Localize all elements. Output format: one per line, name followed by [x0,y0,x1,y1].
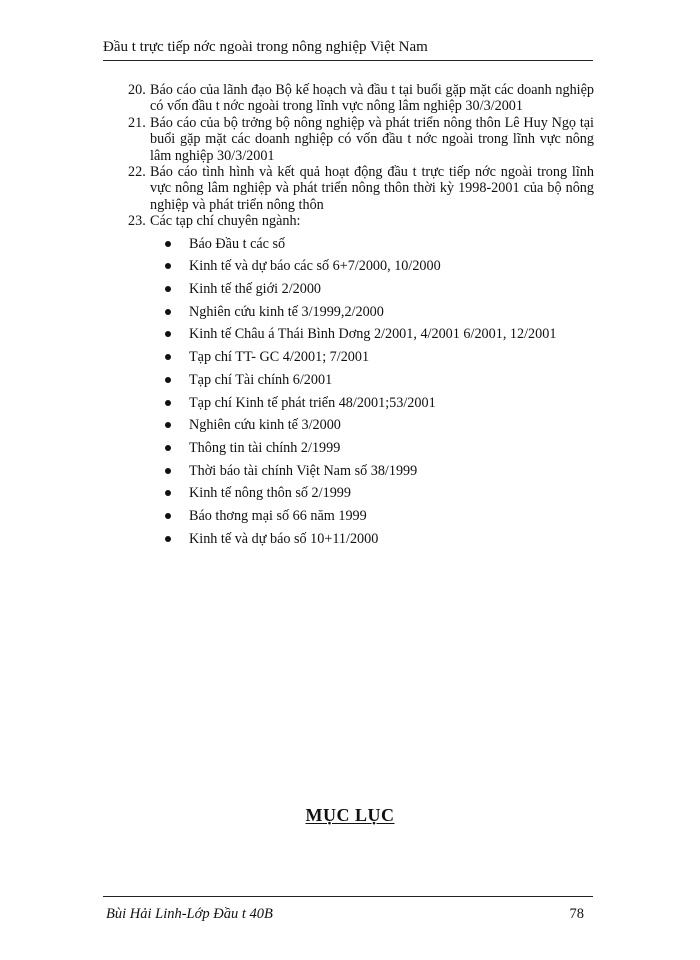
journal-text: Tạp chí Kinh tế phát triển 48/2001;53/2001 [189,394,436,411]
journal-item [189,349,594,365]
bullet-icon [165,286,171,292]
journal-item [189,531,594,547]
journal-text: Tạp chí Tài chính 6/2001 [189,371,333,388]
journal-text: Thời báo tài chính Việt Nam số 38/1999 [189,462,418,479]
journal-text: Thông tin tài chính 2/1999 [189,439,341,456]
journal-item [189,281,594,297]
bullet-icon [165,354,171,360]
reference-number: 23. [128,213,146,230]
reference-number: 20. [128,82,146,98]
journal-item [189,395,594,411]
bullet-icon [165,241,171,247]
reference-item [128,164,594,213]
journal-item [189,236,594,252]
bullet-icon [165,490,171,496]
bullet-icon [165,468,171,474]
journal-text: Tạp chí TT- GC 4/2001; 7/2001 [189,349,370,366]
journal-item [189,463,594,479]
reference-text: Các tạp chí chuyên ngành: [150,213,301,230]
journal-text: Báo thơng mại số 66 năm 1999 [189,508,367,525]
reference-list [128,82,594,554]
footer-author: Bùi Hải Linh-Lớp Đầu t 40B [106,906,273,922]
reference-number: 21. [128,114,146,131]
reference-number: 22. [128,164,146,181]
reference-text: Báo cáo của bộ trởng bộ nông nghiệp và phát triển nông thôn Lê Huy Ngọ tại buổi gặp mặt các doanh nghiệp có vốn đầu t nớc ngoài trong lĩnh vực nông lâm nghiệp 30/3/2001 [150,114,594,164]
journal-item [189,440,594,456]
reference-text: Báo cáo của lãnh đạo Bộ kế hoạch và đầu t tại buổi gặp mặt các doanh nghiệp có vốn đầu t nớc ngoài trong lĩnh vực nông lâm nghiệp 30/3/2001 [150,82,594,115]
bullet-icon [165,263,171,269]
bullet-icon [165,377,171,383]
table-of-contents-title: MỤC LỤC [305,805,395,825]
journal-text: Nghiên cứu kinh tế 3/1999,2/2000 [189,303,384,320]
reference-item [128,115,594,164]
journal-item [189,372,594,388]
journal-text: Kinh tế và dự báo các số 6+7/2000, 10/2000 [189,258,441,275]
page-header [103,38,593,61]
journal-list [128,236,594,547]
reference-text: Báo cáo tình hình và kết quả hoạt động đầu t trực tiếp nớc ngoài trong lĩnh vực nông lâm nghiệp và phát triển nông thôn thời kỳ 1998-2001 của bộ nông nghiệp và phát triển nông thôn [150,164,594,213]
bullet-icon [165,445,171,451]
header-title: Đầu t trực tiếp nớc ngoài trong nông nghiệp Việt Nam [103,39,428,55]
journal-item [189,417,594,433]
page-number: 78 [569,906,584,922]
journal-text: Báo Đầu t các số [189,235,286,252]
journal-item [189,326,594,342]
journal-text: Kinh tế nông thôn số 2/1999 [189,485,351,502]
journal-item [189,485,594,501]
bullet-icon [165,331,171,337]
bullet-icon [165,513,171,519]
journal-text: Kinh tế thế giới 2/2000 [189,281,322,298]
journal-text: Kinh tế Châu á Thái Bình Dơng 2/2001, 4/2001 6/2001, 12/2001 [189,326,557,343]
bullet-icon [165,400,171,406]
journal-item [189,304,594,320]
journal-text: Kinh tế và dự báo số 10+11/2000 [189,530,379,547]
journal-item [189,258,594,274]
reference-item [128,82,594,115]
journal-item [189,508,594,524]
reference-item [128,213,594,229]
journal-text: Nghiên cứu kinh tế 3/2000 [189,417,341,434]
bullet-icon [165,536,171,542]
bullet-icon [165,309,171,315]
bullet-icon [165,422,171,428]
page-footer [103,896,593,928]
